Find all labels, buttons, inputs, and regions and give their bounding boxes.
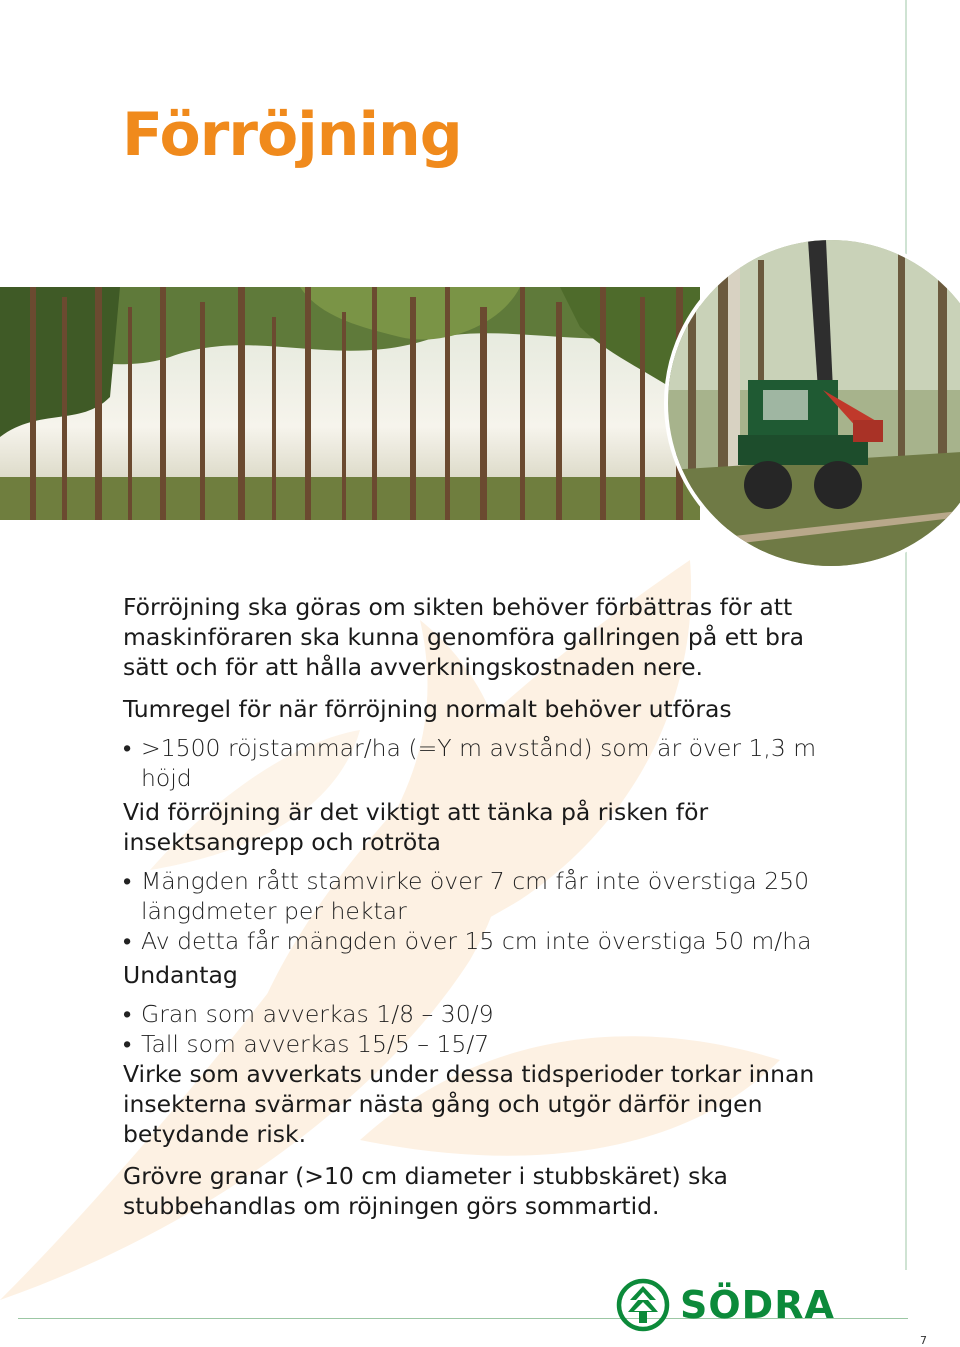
forest-photo	[0, 287, 700, 520]
note-paragraph: Grövre granar (>10 cm diameter i stubbskäret) ska stubbehandlas om röjningen görs sommartid.	[123, 1162, 728, 1220]
note-paragraph: Virke som avverkats under dessa tidsperioder torkar innan insekterna svärmar nästa gång och utgör därför ingen betydande risk.	[123, 1060, 815, 1148]
rule-bullet: • >1500 röjstammar/ha (=Y m avstånd) som är över 1,3 m höjd	[123, 733, 843, 793]
sodra-logo-text: SÖDRA	[680, 1283, 835, 1327]
insect-bullet: • Av detta får mängden över 15 cm inte överstiga 50 m/ha	[123, 926, 843, 956]
harvester-photo	[664, 236, 960, 570]
insect-bullet: • Mängden rått stamvirke över 7 cm får inte överstiga 250 längdmeter per hektar	[123, 866, 843, 926]
page-number: 7	[920, 1334, 927, 1347]
insect-heading: Vid förröjning är det viktigt att tänka på risken för insektsangrepp och rotröta	[123, 798, 709, 856]
green-vertical-line	[905, 0, 907, 1270]
intro-paragraph: Förröjning ska göras om sikten behöver förbättras för att maskinföraren ska kunna genomföra gallringen på ett bra sätt och för att hålla avverkningskostnaden nere.	[123, 593, 805, 681]
body-text	[123, 592, 843, 1221]
rule-heading: Tumregel för när förröjning normalt behöver utföras	[123, 695, 732, 723]
sodra-tree-icon	[616, 1278, 670, 1332]
exception-bullet: • Gran som avverkas 1/8 – 30/9	[123, 999, 843, 1029]
page-title: Förröjning	[122, 100, 462, 170]
exception-bullet: • Tall som avverkas 15/5 – 15/7	[123, 1029, 843, 1059]
exception-heading: Undantag	[123, 961, 238, 989]
sodra-logo	[616, 1278, 835, 1332]
